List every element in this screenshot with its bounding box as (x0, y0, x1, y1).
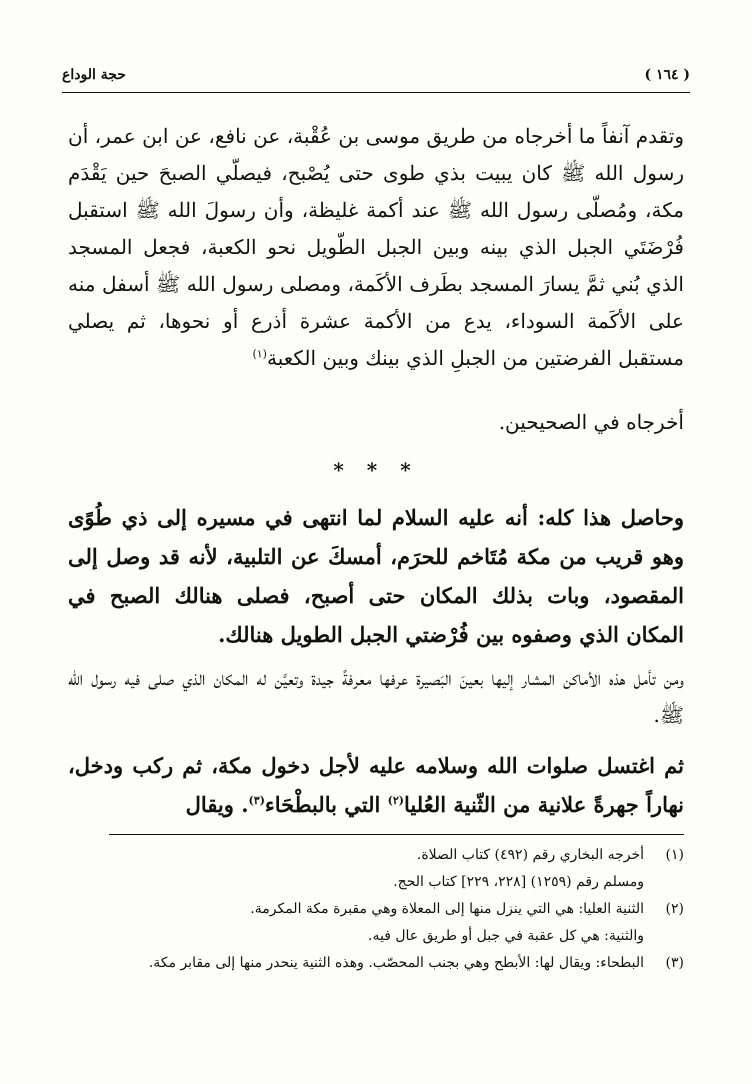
footnotes (68, 842, 684, 977)
paragraph-source-text: أخرجاه في الصحيحين. (498, 410, 684, 434)
paragraph-summary (68, 498, 684, 654)
paragraph-reflection (68, 660, 684, 734)
footnote (68, 896, 684, 923)
header-rule (62, 92, 690, 93)
paragraph-hadith (68, 118, 684, 377)
paragraph-entry-makkah (68, 746, 684, 824)
footnote-text: البطحاء: ويقال لها: الأبطح وهي بجنب المحصّب. وهذه الثنية ينحدر منها إلى مقابر مكة. (148, 955, 644, 971)
footnote-ref-1: (١) (252, 347, 267, 361)
footnote-ref-2: (٢) (387, 794, 404, 807)
footnote-number: (٢) (665, 901, 684, 917)
footnote-text: أخرجه البخاري رقم (٤٩٢) كتاب الصلاة. (416, 847, 644, 863)
footnote-rule (109, 834, 684, 835)
footnote-continuation (68, 923, 684, 950)
book-title: حجة الوداع (62, 67, 126, 83)
paragraph-hadith-text: وتقدم آنفاً ما أخرجاه من طريق موسى بن عُقْبة، عن نافع، عن ابن عمر، أن رسول الله ﷺ كان يبيت بذي طوى حتى يُصْبح، فيصلّي الصبحَ حين يَقْدَم مكة، ومُصلّى رسول الله ﷺ عند أكمة غليظة، وأن رسولَ الله ﷺ استقبل فُرْضَتَي الجبل الذي بينه وبين الجبل الطّويل نحو الكعبة، فجعل المسجد الذي بُني ثمَّ يسارَ المسجد بطَرف الأكَمة، ومصلى رسول الله ﷺ أسفل منه على الأكَمة السوداء، يدع من الأكمة عشرة أذرع أو نحوها، ثم يصلي مستقبل الفرضتين من الجبلِ الذي بينك وبين الكعبة (68, 124, 684, 370)
footnote-continuation (68, 869, 684, 896)
footnote-text: الثنية العليا: هي التي ينزل منها إلى المعلاة وهي مقبرة مكة المكرمة. (250, 901, 644, 917)
paragraph-reflection-text: ومن تأمل هذه الأماكن المشار إليها بعينَ البَصيرة عرفها معرفةً جيدة وتعيَّن له المكان الذي صلى فيه رسول الله ﷺ. (68, 666, 684, 727)
footnote (68, 842, 684, 869)
section-separator: * * * (333, 458, 419, 482)
footnote-ref-3: (٣) (248, 794, 265, 807)
footnote-number: (١) (665, 847, 684, 863)
footnote (68, 950, 684, 977)
running-header (62, 62, 690, 88)
paragraph-entry-text-c: . ويقال (185, 792, 249, 817)
footnote-number: (٣) (665, 955, 684, 971)
paragraph-source (68, 404, 684, 441)
footnote-text: ومسلم رقم (١٢٥٩) [٢٢٨، ٢٢٩] كتاب الحج. (393, 874, 644, 890)
paragraph-entry-text-a: ثم اغتسل صلوات الله وسلامه عليه لأجل دخول مكة، ثم ركب ودخل، نهاراً جهرةً علانية من الثّنية العُليا (68, 753, 684, 817)
paragraph-summary-text: وحاصل هذا كله: أنه عليه السلام لما انتهى في مسيره إلى ذي طُوًى وهو قريب من مكة مُتَاخم للحرَم، أمسكَ عن التلبية، لأنه قد وصل إلى المقصود، وبات بذلك المكان حتى أصبح، فصلى هنالك الصبح في المكان الذي وصفوه بين فُرْضتي الجبل الطويل هنالك. (68, 505, 684, 647)
page-number: ( ١٦٤ ) (644, 67, 690, 83)
paragraph-entry-text-b: التي بالبطْحَاء (264, 792, 388, 817)
footnote-text: والثنية: هي كل عقبة في جبل أو طريق عال فيه. (368, 928, 644, 944)
